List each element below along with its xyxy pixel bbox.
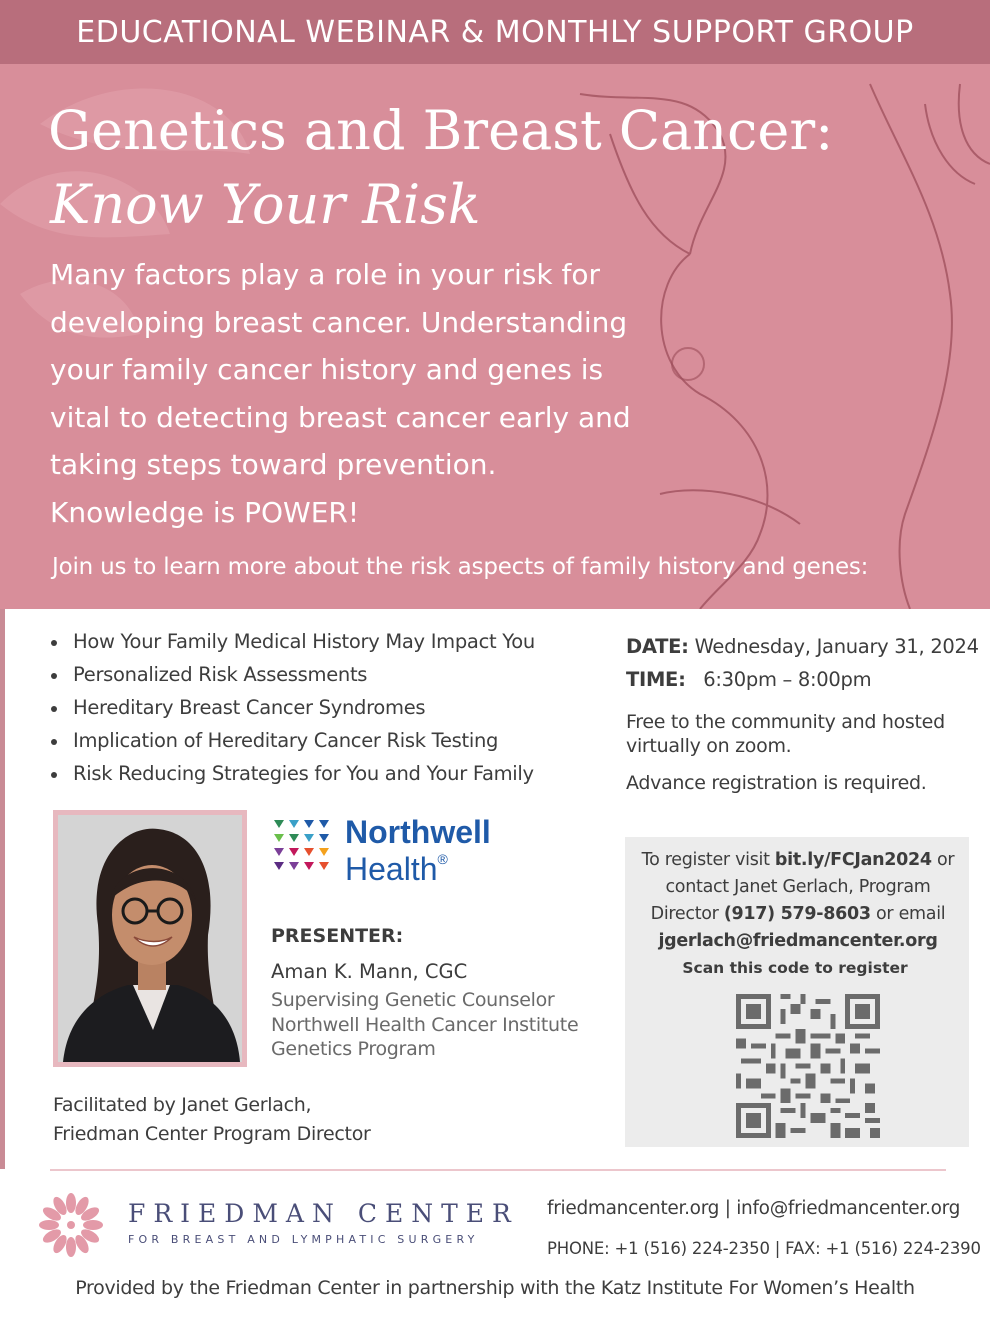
intro-line: Knowledge is POWER!	[50, 495, 360, 529]
register-line-1	[633, 847, 963, 874]
register-or: or	[931, 850, 955, 870]
hero-section	[0, 64, 990, 609]
list-item: Personalized Risk Assessments	[50, 658, 535, 691]
scan-label: Scan this code to register	[682, 959, 908, 977]
left-accent-bar	[0, 609, 5, 1169]
list-item: Implication of Hereditary Cancer Risk Testing	[50, 724, 535, 757]
footer-divider	[50, 1169, 946, 1171]
register-or-email: or email	[870, 904, 946, 924]
friedman-center-flower-logo-icon	[35, 1189, 107, 1261]
presenter-portrait-icon	[58, 815, 242, 1062]
registration-instructions	[633, 847, 963, 955]
intro-line: taking steps toward prevention.	[50, 448, 497, 481]
time-row	[626, 663, 971, 696]
website-and-email[interactable]: friedmancenter.org | info@friedmancenter.org	[547, 1198, 961, 1219]
join-heading: Join us to learn more about the risk aspects of family history and genes:	[52, 554, 869, 580]
list-item: Hereditary Breast Cancer Syndromes	[50, 691, 535, 724]
time-value: 6:30pm – 8:00pm	[703, 668, 872, 691]
facilitated-by	[53, 1091, 371, 1149]
registration-box	[625, 837, 969, 1147]
date-row	[626, 630, 979, 663]
intro-line: developing breast cancer. Understanding	[50, 305, 628, 339]
presenter-role-line-1: Supervising Genetic Counselor	[271, 989, 555, 1011]
facilitated-line-1: Facilitated by Janet Gerlach,	[53, 1094, 312, 1116]
northwell-wordmark-line-2	[345, 851, 448, 888]
intro-paragraph	[50, 251, 670, 536]
register-line-3	[633, 901, 963, 928]
list-item: How Your Family Medical History May Impact You	[50, 625, 535, 658]
register-line-4	[633, 928, 963, 955]
title-line-2: Know Your Risk	[50, 173, 481, 236]
free-line-1: Free to the community and hosted	[626, 711, 945, 733]
presenter-photo	[53, 810, 247, 1067]
friedman-center-name: FRIEDMAN CENTER	[128, 1199, 519, 1228]
intro-line: your family cancer history and genes is	[50, 353, 604, 386]
partnership-note: Provided by the Friedman Center in partnership with the Katz Institute For Women’s Health	[75, 1277, 915, 1299]
register-phone[interactable]: (917) 579-8603	[723, 904, 871, 924]
date-label: DATE:	[626, 635, 689, 658]
northwell-wordmark-line-1: Northwell	[345, 814, 491, 850]
northwell-logo-icon	[272, 818, 334, 880]
topics-list	[50, 625, 535, 790]
presenter-role-line-3: Genetics Program	[271, 1038, 436, 1060]
free-note	[626, 710, 971, 758]
register-email[interactable]: jgerlach@friedmancenter.org	[658, 931, 938, 951]
intro-line: Many factors play a role in your risk for	[50, 258, 601, 291]
qr-code-icon[interactable]	[736, 994, 880, 1138]
top-banner	[0, 0, 990, 64]
time-label: TIME:	[626, 668, 686, 691]
presenter-role-line-2: Northwell Health Cancer Institute	[271, 1013, 579, 1036]
presenter-name: Aman K. Mann, CGC	[271, 960, 468, 983]
register-prefix: To register visit	[641, 850, 775, 870]
event-details	[626, 630, 979, 795]
register-director: Director	[650, 904, 724, 924]
registration-link[interactable]: bit.ly/FCJan2024	[774, 850, 932, 870]
free-line-2: virtually on zoom.	[626, 735, 792, 757]
friedman-center-subtitle: FOR BREAST AND LYMPHATIC SURGERY	[128, 1233, 479, 1246]
presenter-role	[271, 988, 578, 1062]
register-line-2: contact Janet Gerlach, Program	[665, 877, 931, 897]
intro-line: vital to detecting breast cancer early and	[50, 400, 631, 434]
phone-and-fax: PHONE: +1 (516) 224-2350 | FAX: +1 (516) 224-2390	[547, 1239, 981, 1258]
date-value: Wednesday, January 31, 2024	[694, 635, 979, 658]
advance-registration-note: Advance registration is required.	[626, 772, 927, 794]
list-item: Risk Reducing Strategies for You and Your Family	[50, 757, 535, 790]
registered-mark: ®	[437, 851, 448, 867]
title-line-1: Genetics and Breast Cancer:	[48, 99, 834, 162]
banner-text: EDUCATIONAL WEBINAR & MONTHLY SUPPORT GROUP	[76, 14, 914, 50]
facilitated-line-2: Friedman Center Program Director	[53, 1123, 371, 1145]
northwell-wordmark-health: Health	[345, 851, 438, 887]
presenter-label: PRESENTER:	[271, 925, 404, 947]
